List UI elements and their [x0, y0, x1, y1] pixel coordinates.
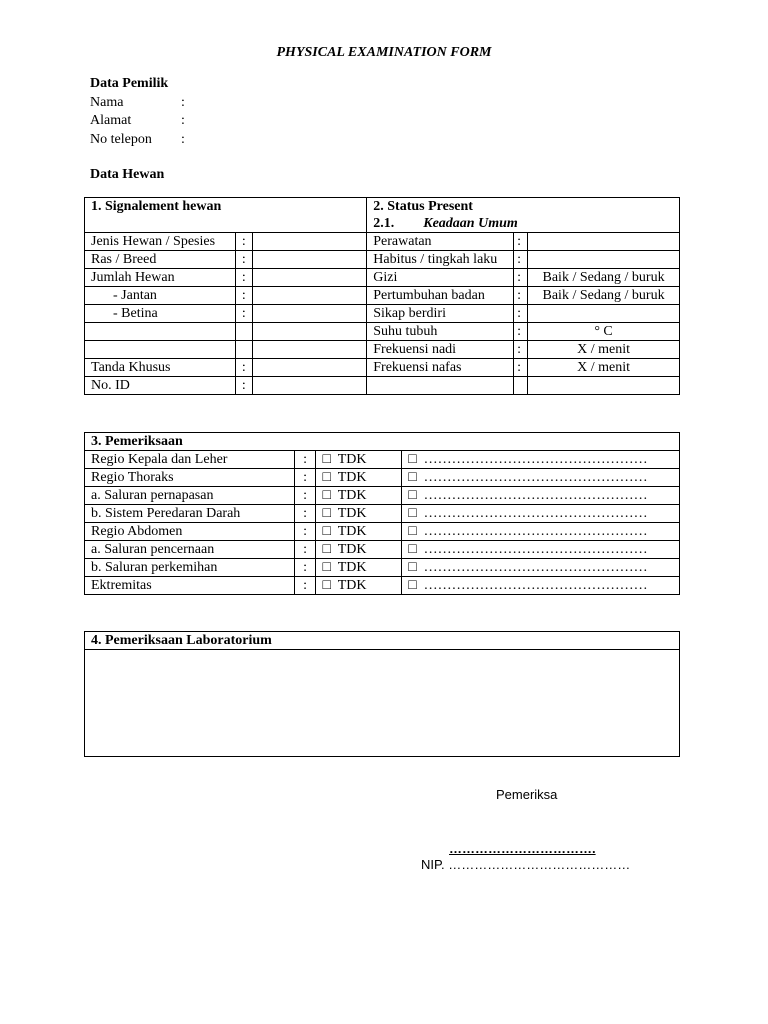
- owner-address-row: [90, 113, 290, 131]
- exam-colon: :: [294, 505, 316, 523]
- examiner-nip: NIP. ……………………………………: [421, 857, 631, 872]
- signalement-value[interactable]: [252, 323, 366, 341]
- owner-name-row: [90, 95, 290, 113]
- examiner-name-line: …………………………….: [449, 841, 596, 856]
- lab-results-area[interactable]: [85, 650, 680, 757]
- signalement-label: Jumlah Hewan: [85, 269, 236, 287]
- signalement-colon: [235, 341, 252, 359]
- status-present-header: 2. Status Present: [367, 198, 680, 216]
- checkbox-icon[interactable]: □: [408, 506, 417, 521]
- animal-row: [85, 251, 680, 269]
- status-label: Pertumbuhan badan: [367, 287, 514, 305]
- checkbox-icon[interactable]: □: [322, 524, 331, 539]
- exam-row: [85, 559, 680, 577]
- exam-tdk-option[interactable]: [316, 487, 402, 505]
- finding-dots: …………………………………………: [423, 542, 648, 557]
- tdk-label: TDK: [337, 452, 367, 467]
- checkbox-icon[interactable]: □: [322, 470, 331, 485]
- owner-name-colon: :: [181, 95, 185, 110]
- animal-row: [85, 269, 680, 287]
- keadaan-umum-label: Keadaan Umum: [423, 216, 518, 231]
- animal-row: [85, 305, 680, 323]
- exam-row: [85, 523, 680, 541]
- exam-colon: :: [294, 451, 316, 469]
- examiner-role: Pemeriksa: [496, 787, 558, 802]
- signalement-colon: :: [235, 233, 252, 251]
- exam-colon: :: [294, 469, 316, 487]
- status-label: Sikap berdiri: [367, 305, 514, 323]
- signalement-label: No. ID: [85, 377, 236, 395]
- signalement-value[interactable]: [252, 287, 366, 305]
- signalement-colon: :: [235, 251, 252, 269]
- keadaan-umum-number: 2.1.: [373, 216, 395, 231]
- signalement-label: [85, 341, 236, 359]
- status-value[interactable]: [528, 251, 680, 269]
- owner-heading: Data Pemilik: [90, 76, 169, 91]
- status-value[interactable]: ° C: [528, 323, 680, 341]
- exam-colon: :: [294, 487, 316, 505]
- status-value[interactable]: X / menit: [528, 341, 680, 359]
- lab-header: 4. Pemeriksaan Laboratorium: [85, 632, 680, 650]
- status-label: Frekuensi nadi: [367, 341, 514, 359]
- exam-tdk-option[interactable]: [316, 541, 402, 559]
- exam-row: [85, 505, 680, 523]
- status-label: Frekuensi nafas: [367, 359, 514, 377]
- animal-row: [85, 233, 680, 251]
- exam-region-label: Regio Abdomen: [85, 523, 295, 541]
- exam-row: [85, 487, 680, 505]
- tdk-label: TDK: [337, 542, 367, 557]
- signalement-value[interactable]: [252, 251, 366, 269]
- owner-phone-label: No telepon: [90, 132, 152, 147]
- signalement-colon: :: [235, 287, 252, 305]
- exam-finding-option[interactable]: [402, 451, 680, 469]
- exam-finding-option[interactable]: [402, 505, 680, 523]
- checkbox-icon[interactable]: □: [322, 578, 331, 593]
- tdk-label: TDK: [337, 488, 367, 503]
- status-value[interactable]: [528, 233, 680, 251]
- signalement-value[interactable]: [252, 341, 366, 359]
- tdk-label: TDK: [337, 506, 367, 521]
- exam-finding-option[interactable]: [402, 469, 680, 487]
- status-value[interactable]: Baik / Sedang / buruk: [528, 269, 680, 287]
- exam-finding-option[interactable]: [402, 577, 680, 595]
- exam-table: [84, 432, 680, 595]
- animal-heading: Data Hewan: [90, 167, 165, 182]
- signalement-colon: [235, 323, 252, 341]
- exam-region-label: Regio Thoraks: [85, 469, 295, 487]
- exam-tdk-option[interactable]: [316, 505, 402, 523]
- signalement-label: - Jantan: [85, 287, 236, 305]
- signalement-value[interactable]: [252, 269, 366, 287]
- exam-region-label: b. Saluran perkemihan: [85, 559, 295, 577]
- finding-dots: …………………………………………: [423, 506, 648, 521]
- status-label: Habitus / tingkah laku: [367, 251, 514, 269]
- owner-phone-colon: :: [181, 132, 185, 147]
- exam-finding-option[interactable]: [402, 487, 680, 505]
- owner-name-label: Nama: [90, 95, 124, 110]
- signalement-label: Ras / Breed: [85, 251, 236, 269]
- signalement-value[interactable]: [252, 305, 366, 323]
- animal-table: [84, 197, 680, 395]
- status-colon: :: [514, 359, 528, 377]
- owner-phone-row: [90, 132, 290, 150]
- signalement-colon: :: [235, 359, 252, 377]
- checkbox-icon[interactable]: □: [408, 488, 417, 503]
- checkbox-icon[interactable]: □: [408, 542, 417, 557]
- signalement-value[interactable]: [252, 233, 366, 251]
- checkbox-icon[interactable]: □: [322, 506, 331, 521]
- finding-dots: …………………………………………: [423, 524, 648, 539]
- status-colon: :: [514, 341, 528, 359]
- lab-table: [84, 631, 680, 757]
- status-value[interactable]: [528, 377, 680, 395]
- status-value[interactable]: X / menit: [528, 359, 680, 377]
- checkbox-icon[interactable]: □: [408, 470, 417, 485]
- exam-region-label: b. Sistem Peredaran Darah: [85, 505, 295, 523]
- status-colon: :: [514, 269, 528, 287]
- checkbox-icon[interactable]: □: [322, 452, 331, 467]
- finding-dots: …………………………………………: [423, 470, 648, 485]
- status-colon: [514, 377, 528, 395]
- status-colon: :: [514, 251, 528, 269]
- status-label: Perawatan: [367, 233, 514, 251]
- signalement-value[interactable]: [252, 377, 366, 395]
- exam-region-label: Regio Kepala dan Leher: [85, 451, 295, 469]
- keadaan-umum-header: [367, 215, 680, 233]
- status-value[interactable]: [528, 305, 680, 323]
- signalement-colon: :: [235, 305, 252, 323]
- signalement-label: - Betina: [85, 305, 236, 323]
- exam-colon: :: [294, 577, 316, 595]
- exam-finding-option[interactable]: [402, 541, 680, 559]
- signalement-label: [85, 323, 236, 341]
- exam-finding-option[interactable]: [402, 523, 680, 541]
- status-colon: :: [514, 323, 528, 341]
- animal-row: [85, 341, 680, 359]
- checkbox-icon[interactable]: □: [408, 560, 417, 575]
- exam-row: [85, 469, 680, 487]
- signalement-value[interactable]: [252, 359, 366, 377]
- status-colon: :: [514, 287, 528, 305]
- tdk-label: TDK: [337, 578, 367, 593]
- exam-region-label: a. Saluran pernapasan: [85, 487, 295, 505]
- status-label: [367, 377, 514, 395]
- finding-dots: …………………………………………: [423, 452, 648, 467]
- exam-colon: :: [294, 523, 316, 541]
- checkbox-icon[interactable]: □: [322, 542, 331, 557]
- checkbox-icon[interactable]: □: [408, 452, 417, 467]
- status-colon: :: [514, 233, 528, 251]
- tdk-label: TDK: [337, 524, 367, 539]
- exam-region-label: Ektremitas: [85, 577, 295, 595]
- finding-dots: …………………………………………: [423, 560, 648, 575]
- signalement-label: Jenis Hewan / Spesies: [85, 233, 236, 251]
- exam-row: [85, 451, 680, 469]
- owner-address-colon: :: [181, 113, 185, 128]
- checkbox-icon[interactable]: □: [408, 524, 417, 539]
- animal-row: [85, 287, 680, 305]
- finding-dots: …………………………………………: [423, 488, 648, 503]
- status-label: Gizi: [367, 269, 514, 287]
- exam-colon: :: [294, 559, 316, 577]
- exam-tdk-option[interactable]: [316, 451, 402, 469]
- exam-finding-option[interactable]: [402, 559, 680, 577]
- status-value[interactable]: Baik / Sedang / buruk: [528, 287, 680, 305]
- exam-row: [85, 577, 680, 595]
- exam-row: [85, 541, 680, 559]
- checkbox-icon[interactable]: □: [322, 488, 331, 503]
- tdk-label: TDK: [337, 560, 367, 575]
- exam-colon: :: [294, 541, 316, 559]
- status-colon: :: [514, 305, 528, 323]
- signalement-colon: :: [235, 269, 252, 287]
- exam-tdk-option[interactable]: [316, 559, 402, 577]
- exam-header: 3. Pemeriksaan: [85, 433, 680, 451]
- owner-address-label: Alamat: [90, 113, 132, 128]
- animal-row: [85, 323, 680, 341]
- exam-tdk-option[interactable]: [316, 577, 402, 595]
- checkbox-icon[interactable]: □: [408, 578, 417, 593]
- status-label: Suhu tubuh: [367, 323, 514, 341]
- finding-dots: …………………………………………: [423, 578, 648, 593]
- form-title: PHYSICAL EXAMINATION FORM: [276, 45, 492, 60]
- signalement-header: 1. Signalement hewan: [85, 198, 367, 233]
- exam-tdk-option[interactable]: [316, 469, 402, 487]
- animal-row: [85, 377, 680, 395]
- tdk-label: TDK: [337, 470, 367, 485]
- animal-row: [85, 359, 680, 377]
- exam-tdk-option[interactable]: [316, 523, 402, 541]
- signalement-colon: :: [235, 377, 252, 395]
- signalement-label: Tanda Khusus: [85, 359, 236, 377]
- exam-region-label: a. Saluran pencernaan: [85, 541, 295, 559]
- checkbox-icon[interactable]: □: [322, 560, 331, 575]
